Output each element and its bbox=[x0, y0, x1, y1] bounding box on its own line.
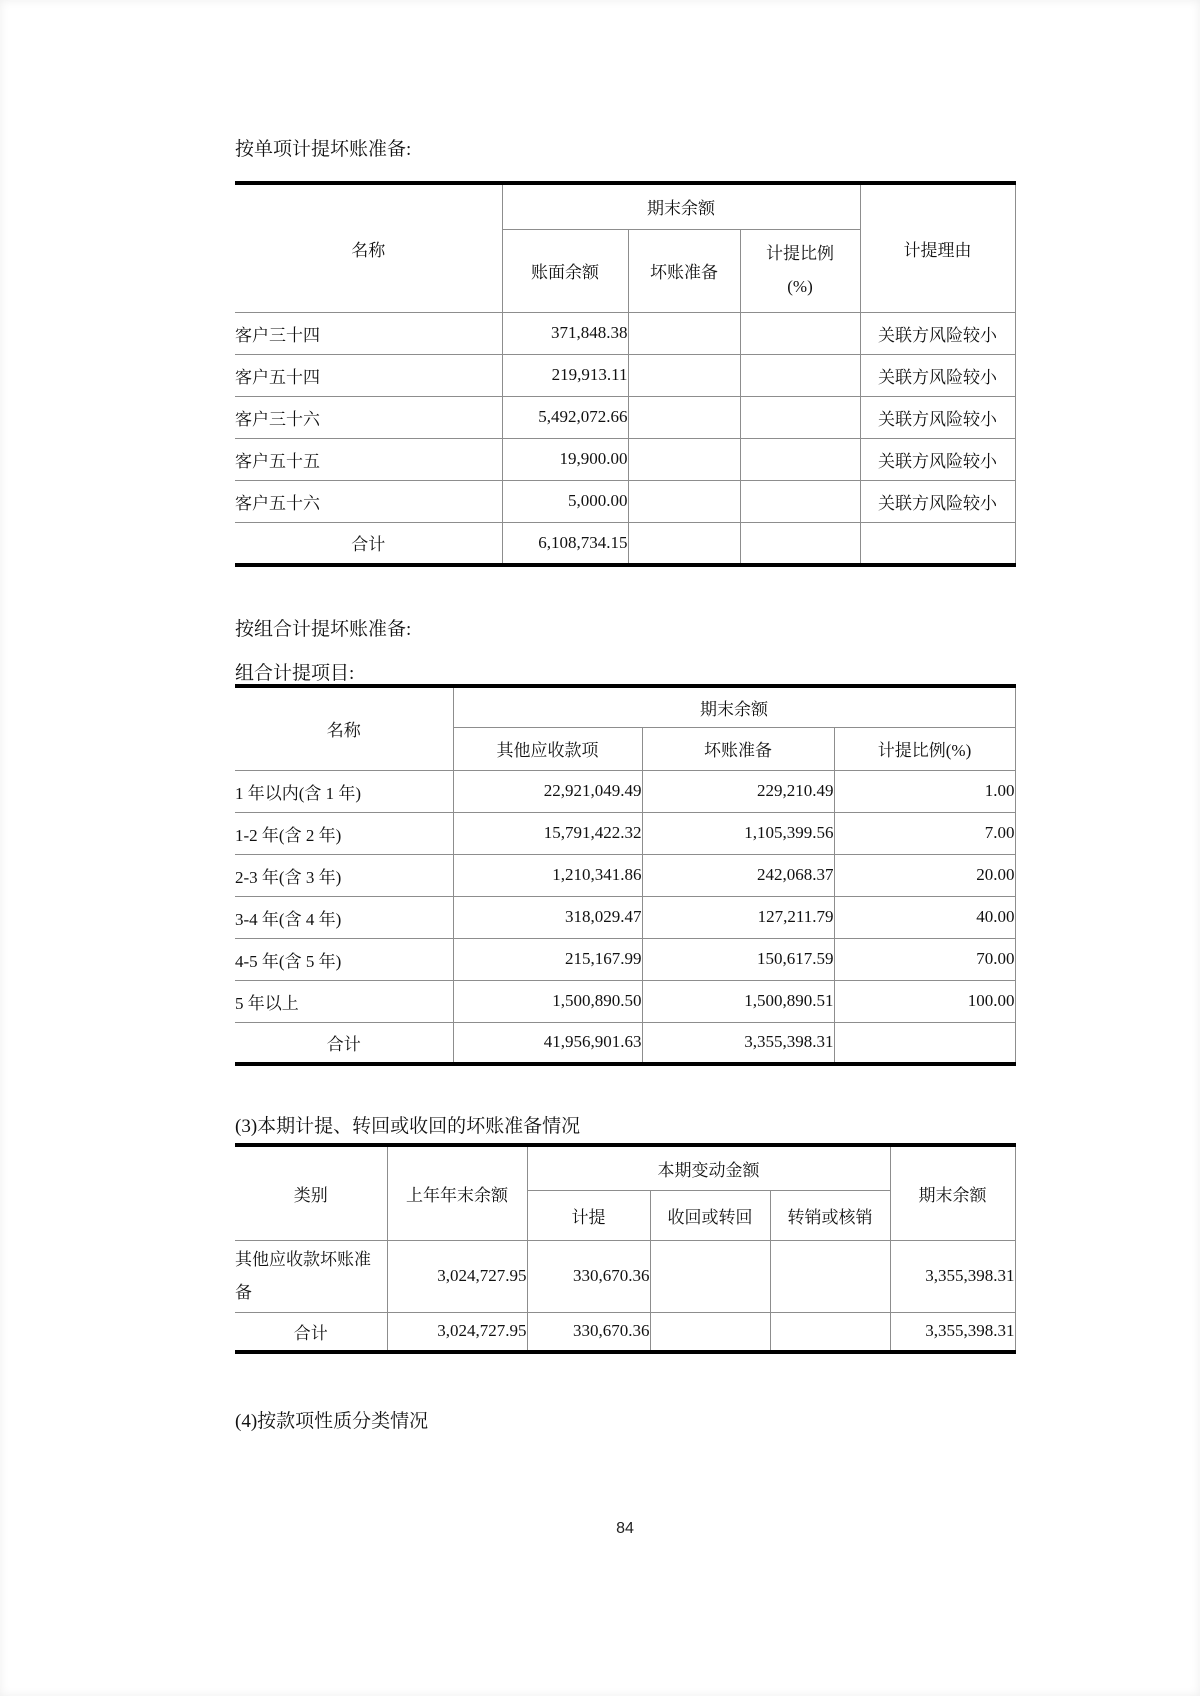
cell-name: 客户三十六 bbox=[235, 396, 502, 438]
cell-total-label: 合计 bbox=[235, 1022, 453, 1064]
cell-provision-reason: 关联方风险较小 bbox=[860, 312, 1015, 354]
cell-provision-ratio bbox=[740, 396, 860, 438]
cell-other-receivables: 215,167.99 bbox=[453, 938, 642, 980]
cell-total-bad-debt-provision bbox=[628, 522, 740, 565]
header-prior-year-end-balance: 上年年末余额 bbox=[387, 1145, 527, 1240]
header-bad-debt-provision: 坏账准备 bbox=[628, 229, 740, 312]
cell-provision-ratio: 100.00 bbox=[834, 980, 1015, 1022]
cell-bad-debt-provision bbox=[628, 480, 740, 522]
cell-bad-debt-provision: 127,211.79 bbox=[642, 896, 834, 938]
cell-period-end-balance: 3,355,398.31 bbox=[890, 1240, 1015, 1312]
cell-total-written-off bbox=[770, 1312, 890, 1352]
table-row bbox=[235, 938, 1015, 980]
cell-aging-bucket: 1-2 年(含 2 年) bbox=[235, 812, 453, 854]
cell-bad-debt-provision: 1,105,399.56 bbox=[642, 812, 834, 854]
cell-aging-bucket: 2-3 年(含 3 年) bbox=[235, 854, 453, 896]
individual-provision-table bbox=[235, 181, 1016, 567]
cell-aging-bucket: 5 年以上 bbox=[235, 980, 453, 1022]
section-portfolio-subtitle: 组合计提项目: bbox=[235, 663, 355, 684]
cell-book-balance: 371,848.38 bbox=[502, 312, 628, 354]
header-other-receivables: 其他应收款项 bbox=[453, 727, 642, 770]
cell-total-bad-debt-provision: 3,355,398.31 bbox=[642, 1022, 834, 1064]
cell-total-book-balance: 6,108,734.15 bbox=[502, 522, 628, 565]
header-provision: 计提 bbox=[527, 1190, 650, 1240]
cell-provision-reason: 关联方风险较小 bbox=[860, 354, 1015, 396]
header-provision-ratio-line1: 计提比例 bbox=[766, 244, 834, 264]
header-provision-reason: 计提理由 bbox=[860, 183, 1015, 312]
cell-bad-debt-provision: 242,068.37 bbox=[642, 854, 834, 896]
cell-aging-bucket: 1 年以内(含 1 年) bbox=[235, 770, 453, 812]
cell-aging-bucket: 4-5 年(含 5 年) bbox=[235, 938, 453, 980]
cell-other-receivables: 1,210,341.86 bbox=[453, 854, 642, 896]
cell-total-provision-reason bbox=[860, 522, 1015, 565]
cell-provision-ratio: 7.00 bbox=[834, 812, 1015, 854]
cell-provision-reason: 关联方风险较小 bbox=[860, 396, 1015, 438]
cell-bad-debt-provision bbox=[628, 438, 740, 480]
cell-category: 其他应收款坏账准备 bbox=[235, 1240, 387, 1312]
section-changes-title: (3)本期计提、转回或收回的坏账准备情况 bbox=[235, 1116, 581, 1137]
cell-provision-ratio bbox=[740, 312, 860, 354]
cell-written-off bbox=[770, 1240, 890, 1312]
table-row bbox=[235, 438, 1015, 480]
table-row bbox=[235, 1240, 1015, 1312]
table-row bbox=[235, 354, 1015, 396]
section-individual-title: 按单项计提坏账准备: bbox=[235, 139, 412, 160]
table-row bbox=[235, 312, 1015, 354]
table-header-row bbox=[235, 686, 1015, 727]
table-row bbox=[235, 896, 1015, 938]
cell-prior-year-end-balance: 3,024,727.95 bbox=[387, 1240, 527, 1312]
header-provision-ratio-line2: (%) bbox=[787, 276, 813, 296]
cell-book-balance: 19,900.00 bbox=[502, 438, 628, 480]
cell-other-receivables: 318,029.47 bbox=[453, 896, 642, 938]
cell-recovered-or-reversed bbox=[650, 1240, 770, 1312]
cell-total-prior-year-end-balance: 3,024,727.95 bbox=[387, 1312, 527, 1352]
cell-total-provision-ratio bbox=[740, 522, 860, 565]
table-total-row bbox=[235, 522, 1015, 565]
table-total-row bbox=[235, 1312, 1015, 1352]
cell-provision-reason: 关联方风险较小 bbox=[860, 480, 1015, 522]
cell-bad-debt-provision bbox=[628, 312, 740, 354]
cell-provision-ratio: 70.00 bbox=[834, 938, 1015, 980]
header-current-period-change: 本期变动金额 bbox=[527, 1145, 890, 1190]
header-provision-ratio bbox=[740, 229, 860, 312]
cell-book-balance: 219,913.11 bbox=[502, 354, 628, 396]
table-row bbox=[235, 770, 1015, 812]
table-header-row bbox=[235, 1145, 1015, 1190]
cell-provision-ratio: 20.00 bbox=[834, 854, 1015, 896]
table-row bbox=[235, 396, 1015, 438]
cell-total-other-receivables: 41,956,901.63 bbox=[453, 1022, 642, 1064]
cell-name: 客户五十五 bbox=[235, 438, 502, 480]
header-book-balance: 账面余额 bbox=[502, 229, 628, 312]
cell-provision-ratio: 1.00 bbox=[834, 770, 1015, 812]
cell-name: 客户五十六 bbox=[235, 480, 502, 522]
header-period-end-balance: 期末余额 bbox=[502, 183, 860, 229]
cell-book-balance: 5,492,072.66 bbox=[502, 396, 628, 438]
cell-other-receivables: 1,500,890.50 bbox=[453, 980, 642, 1022]
table-row bbox=[235, 480, 1015, 522]
header-category: 类别 bbox=[235, 1145, 387, 1240]
cell-book-balance: 5,000.00 bbox=[502, 480, 628, 522]
cell-total-recovered-or-reversed bbox=[650, 1312, 770, 1352]
header-name: 名称 bbox=[235, 183, 502, 312]
cell-total-provision: 330,670.36 bbox=[527, 1312, 650, 1352]
cell-name: 客户三十四 bbox=[235, 312, 502, 354]
cell-other-receivables: 22,921,049.49 bbox=[453, 770, 642, 812]
cell-total-provision-ratio bbox=[834, 1022, 1015, 1064]
cell-provision-ratio: 40.00 bbox=[834, 896, 1015, 938]
table-row bbox=[235, 854, 1015, 896]
header-provision-ratio: 计提比例(%) bbox=[834, 727, 1015, 770]
header-period-end-balance: 期末余额 bbox=[453, 686, 1015, 727]
table-row bbox=[235, 980, 1015, 1022]
cell-provision-ratio bbox=[740, 438, 860, 480]
header-bad-debt-provision: 坏账准备 bbox=[642, 727, 834, 770]
table-row bbox=[235, 812, 1015, 854]
header-period-end-balance: 期末余额 bbox=[890, 1145, 1015, 1240]
cell-bad-debt-provision: 229,210.49 bbox=[642, 770, 834, 812]
header-written-off: 转销或核销 bbox=[770, 1190, 890, 1240]
page-number: 84 bbox=[616, 1520, 634, 1537]
cell-provision-ratio bbox=[740, 354, 860, 396]
cell-aging-bucket: 3-4 年(含 4 年) bbox=[235, 896, 453, 938]
header-recovered-or-reversed: 收回或转回 bbox=[650, 1190, 770, 1240]
cell-total-label: 合计 bbox=[235, 522, 502, 565]
section-portfolio-title: 按组合计提坏账准备: bbox=[235, 619, 412, 640]
provision-changes-table bbox=[235, 1143, 1016, 1354]
cell-total-period-end-balance: 3,355,398.31 bbox=[890, 1312, 1015, 1352]
portfolio-provision-table bbox=[235, 684, 1016, 1066]
cell-bad-debt-provision: 150,617.59 bbox=[642, 938, 834, 980]
cell-bad-debt-provision: 1,500,890.51 bbox=[642, 980, 834, 1022]
cell-name: 客户五十四 bbox=[235, 354, 502, 396]
cell-provision-reason: 关联方风险较小 bbox=[860, 438, 1015, 480]
cell-bad-debt-provision bbox=[628, 354, 740, 396]
table-header-row bbox=[235, 183, 1015, 229]
cell-other-receivables: 15,791,422.32 bbox=[453, 812, 642, 854]
section-nature-title: (4)按款项性质分类情况 bbox=[235, 1411, 429, 1432]
header-name: 名称 bbox=[235, 686, 453, 770]
cell-total-label: 合计 bbox=[235, 1312, 387, 1352]
cell-provision-ratio bbox=[740, 480, 860, 522]
cell-provision: 330,670.36 bbox=[527, 1240, 650, 1312]
cell-bad-debt-provision bbox=[628, 396, 740, 438]
table-total-row bbox=[235, 1022, 1015, 1064]
